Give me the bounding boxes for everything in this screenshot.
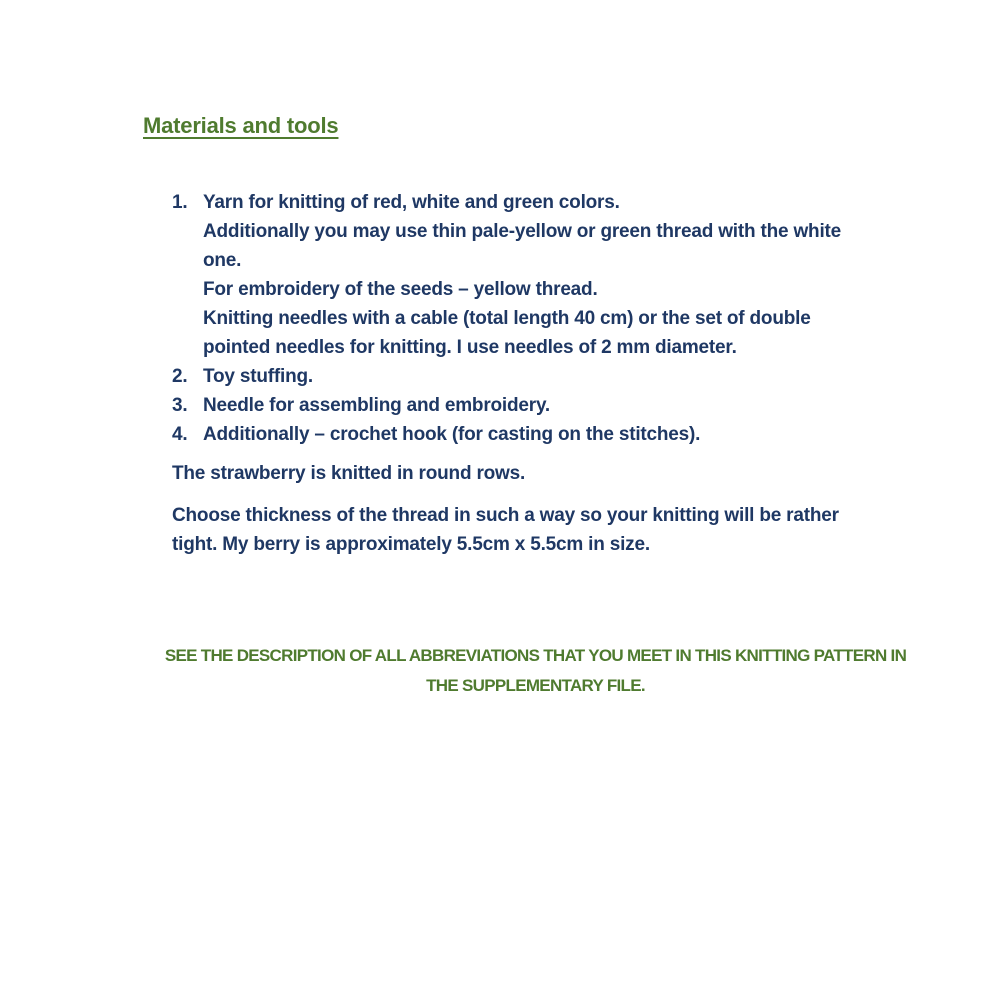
- paragraph-line: Choose thickness of the thread in such a way so your knitting will be rather: [172, 505, 839, 526]
- paragraph-round-rows: [172, 459, 525, 488]
- list-item-number: 2.: [172, 366, 188, 387]
- list-item-text: [203, 362, 313, 391]
- list-item-text: [203, 188, 841, 362]
- list-item-line: pointed needles for knitting. I use needles of 2 mm diameter.: [203, 337, 737, 358]
- paragraph-line: tight. My berry is approximately 5.5cm x 5.5cm in size.: [172, 534, 650, 555]
- list-item-line: one.: [203, 250, 242, 271]
- note-line: THE SUPPLEMENTARY FILE.: [426, 676, 645, 695]
- materials-list: [172, 188, 841, 449]
- list-item-line: Needle for assembling and embroidery.: [203, 395, 551, 416]
- list-item-line: Yarn for knitting of red, white and green colors.: [203, 192, 620, 213]
- list-item-line: Additionally – crochet hook (for casting on the stitches).: [203, 424, 701, 445]
- list-item-number: 1.: [172, 192, 188, 213]
- list-item-number: 4.: [172, 424, 188, 445]
- list-item-4: [172, 420, 841, 449]
- abbreviations-note: [141, 641, 930, 701]
- page-title: Materials and tools: [143, 112, 339, 138]
- paragraph-thickness: [172, 501, 839, 559]
- list-item-2: [172, 362, 841, 391]
- list-item-line: Additionally you may use thin pale-yellow or green thread with the white: [203, 221, 842, 242]
- list-item-1: [172, 188, 841, 362]
- list-item-line: For embroidery of the seeds – yellow thread.: [203, 279, 598, 300]
- list-item-3: [172, 391, 841, 420]
- list-item-number: 3.: [172, 395, 188, 416]
- paragraph-line: The strawberry is knitted in round rows.: [172, 463, 526, 484]
- list-item-text: [203, 420, 700, 449]
- list-item-text: [203, 391, 550, 420]
- list-item-line: Knitting needles with a cable (total length 40 cm) or the set of double: [203, 308, 811, 329]
- list-item-line: Toy stuffing.: [203, 366, 313, 387]
- note-line: SEE THE DESCRIPTION OF ALL ABBREVIATIONS THAT YOU MEET IN THIS KNITTING PATTERN IN: [164, 646, 907, 665]
